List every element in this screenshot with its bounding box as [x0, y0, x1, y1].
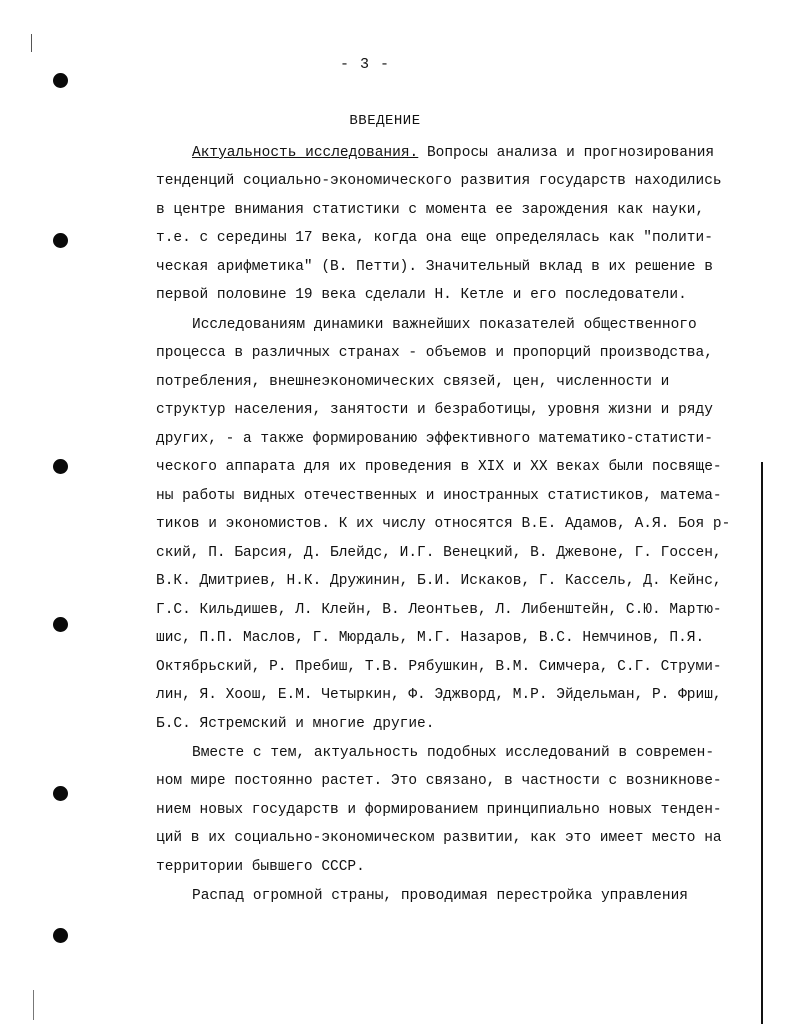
paragraph-line: В.К. Дмитриев, Н.К. Дружинин, Б.И. Искаков, Г. Кассель, Д. Кейнс,	[156, 573, 722, 589]
paragraph-line: других, - а также формированию эффективного математико-статисти-	[156, 431, 713, 447]
paragraph-line: тенденций социально-экономического развития государств находились	[156, 173, 722, 189]
paragraph-line	[192, 143, 715, 163]
page-number: - 3 -	[340, 56, 391, 73]
paragraph-line: ций в их социально-экономическом развитии, как это имеет место на	[156, 830, 722, 846]
paragraph-line: структур населения, занятости и безработицы, уровня жизни и ряду	[156, 402, 713, 418]
paragraph-line: потребления, внешнеэкономических связей, цен, численности и	[156, 374, 670, 390]
binder-hole	[53, 617, 68, 632]
paragraph-line: ческого аппарата для их проведения в XIX и XX веках были посвяще-	[156, 459, 722, 475]
paragraph-line: территории бывшего СССР.	[156, 859, 365, 875]
paragraph-line: Г.С. Кильдишев, Л. Клейн, В. Леонтьев, Л. Либенштейн, С.Ю. Мартю-	[156, 602, 722, 618]
paragraph-line: Вместе с тем, актуальность подобных исследований в современ-	[192, 745, 715, 761]
paragraph-line: Октябрьский, Р. Пребиш, Т.В. Рябушкин, В.М. Симчера, С.Г. Струми-	[156, 659, 722, 675]
section-heading: ВВЕДЕНИЕ	[349, 113, 421, 129]
scan-edge-mark	[33, 990, 34, 1020]
binder-hole	[53, 73, 68, 88]
paragraph-line: Распад огромной страны, проводимая перестройка управления	[192, 888, 688, 904]
paragraph-line: лин, Я. Хоош, Е.М. Четыркин, Ф. Эджворд, М.Р. Эйдельман, Р. Фриш,	[156, 687, 722, 703]
scan-edge-line	[761, 462, 763, 1024]
binder-hole	[53, 459, 68, 474]
paragraph-line: Б.С. Ястремский и многие другие.	[156, 716, 435, 732]
scan-edge-mark	[31, 34, 32, 52]
paragraph-line: первой половине 19 века сделали Н. Кетле и его последователи.	[156, 287, 687, 303]
paragraph-line: процесса в различных странах - объемов и пропорций производства,	[156, 345, 713, 361]
binder-hole	[53, 233, 68, 248]
paragraph-line: ский, П. Барсия, Д. Блейдс, И.Г. Венецкий, В. Джевоне, Г. Госсен,	[156, 545, 722, 561]
paragraph-line: ны работы видных отечественных и иностранных статистиков, матема-	[156, 488, 722, 504]
paragraph-line: ческая арифметика" (В. Петти). Значительный вклад в их решение в	[156, 259, 713, 275]
binder-hole	[53, 928, 68, 943]
lead-line-rest: Вопросы анализа и прогнозирования	[418, 145, 715, 161]
binder-hole	[53, 786, 68, 801]
paragraph-line: шис, П.П. Маслов, Г. Мюрдаль, М.Г. Назаров, В.С. Немчинов, П.Я.	[156, 630, 705, 646]
paragraph-line: в центре внимания статистики с момента ее зарождения как науки,	[156, 202, 705, 218]
paragraph-line: Исследованиям динамики важнейших показателей общественного	[192, 317, 697, 333]
paragraph-line: ном мире постоянно растет. Это связано, в частности с возникнове-	[156, 773, 722, 789]
lead-phrase: Актуальность исследования.	[192, 145, 419, 161]
paragraph-line: тиков и экономистов. К их числу относятся В.Е. Адамов, А.Я. Боя р-	[156, 516, 731, 532]
paragraph-line: нием новых государств и формированием принципиально новых тенден-	[156, 802, 722, 818]
paragraph-line: т.е. с середины 17 века, когда она еще определялась как "полити-	[156, 230, 713, 246]
